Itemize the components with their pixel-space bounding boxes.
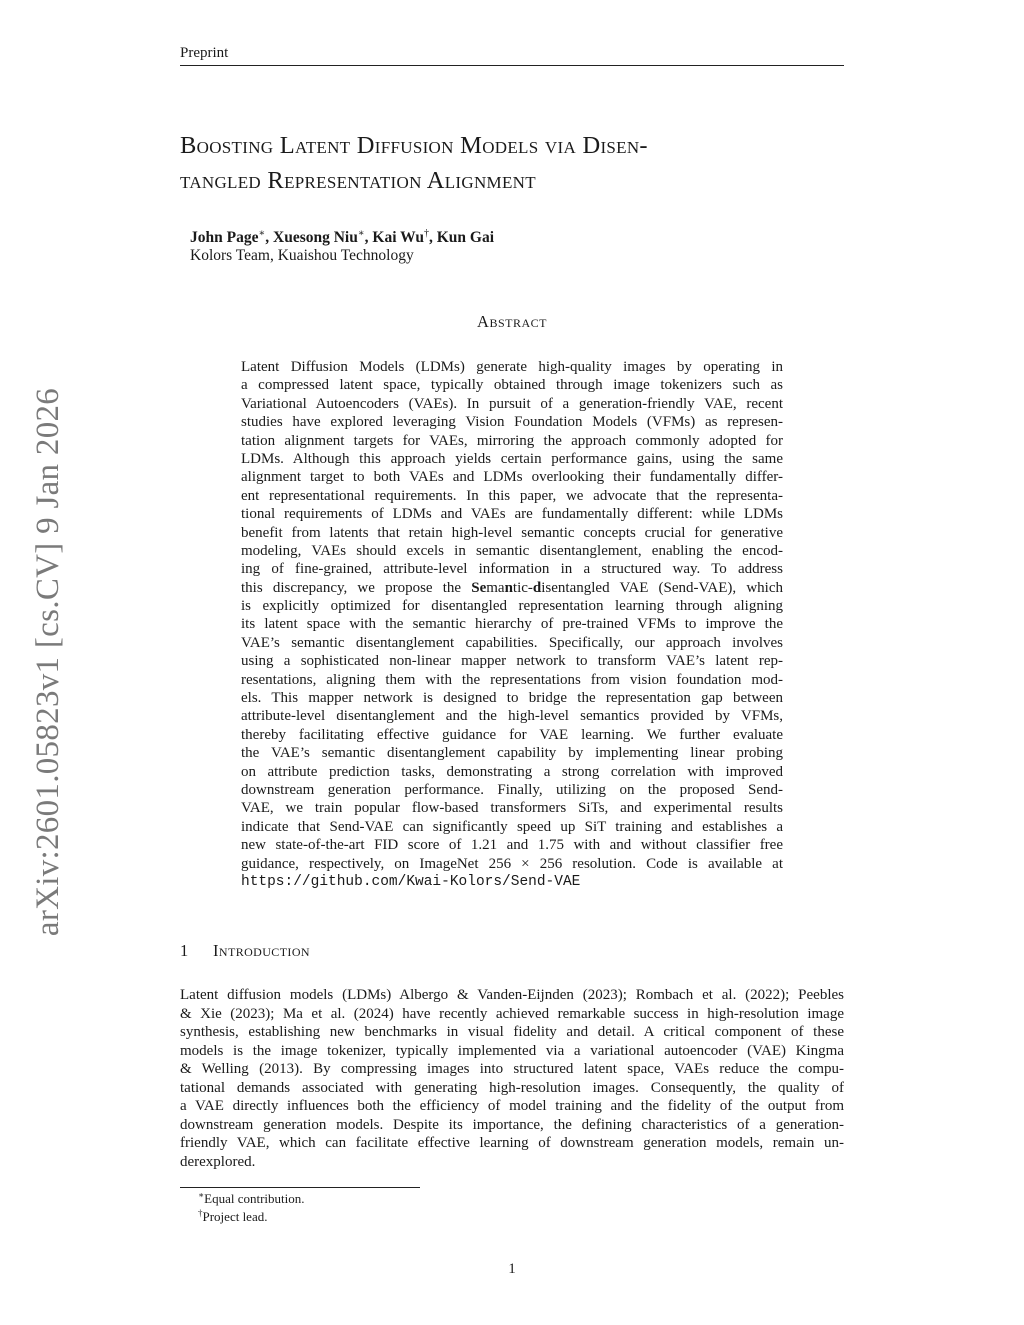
intro-line: & Xie (2023); Ma et al. (2024) have recently achieved remarkable success in high-resolution image bbox=[180, 1005, 844, 1022]
header-rule bbox=[180, 65, 844, 66]
footnotes bbox=[198, 1190, 798, 1226]
abstract-line: ing of fine-grained, attribute-level information in a structured way. To address bbox=[241, 561, 783, 578]
intro-line: friendly VAE, which can facilitate effective learning of downstream generation models, remain un- bbox=[180, 1135, 844, 1151]
abstract-line: benefit from latents that retain high-level semantic concepts crucial for generative bbox=[241, 524, 783, 541]
intro-line: Latent diffusion models (LDMs) Albergo & Vanden-Eijnden (2023); Rombach et al. (2022); Peebles bbox=[180, 987, 844, 1003]
title-line: Boosting Latent Diffusion Models via Disen- bbox=[180, 132, 648, 159]
code-url-link[interactable]: https://github.com/Kwai-Kolors/Send-VAE bbox=[241, 873, 581, 890]
abstract-line: is explicitly optimized for disentangled representation learning through aligning bbox=[241, 598, 783, 615]
author-mark: † bbox=[423, 228, 429, 239]
author-mark: ∗ bbox=[357, 228, 365, 239]
page-number: 1 bbox=[508, 1261, 516, 1277]
abstract-line: thereby facilitating effective guidance for VAE learning. We further evaluate bbox=[241, 726, 783, 743]
abstract-line: resentations, aligning them with the representations from vision foundation mod- bbox=[241, 671, 783, 688]
affiliation: Kolors Team, Kuaishou Technology bbox=[190, 247, 414, 264]
intro-line: derexplored. bbox=[180, 1153, 256, 1170]
footnote-text: Project lead. bbox=[202, 1209, 268, 1224]
footnote-mark: ∗ bbox=[198, 1190, 205, 1200]
abstract-line: els. This mapper network is designed to bridge the representation gap between bbox=[241, 690, 783, 707]
footnote-rule bbox=[180, 1187, 420, 1188]
abstract-line: the VAE’s semantic disentanglement capability by implementing linear probing bbox=[241, 745, 783, 762]
intro-line: tational demands associated with generating high-resolution images. Consequently, the quality of bbox=[180, 1079, 844, 1096]
arxiv-identifier-text: arXiv:2601.05823v1 [cs.CV] 9 Jan 2026 bbox=[30, 387, 66, 937]
author-name: Xuesong Niu bbox=[273, 229, 358, 246]
intro-line: models is the image tokenizer, typically implemented via a variational autoencoder (VAE) Kingma bbox=[180, 1042, 844, 1059]
abstract-line: downstream generation performance. Finally, utilizing on the proposed Send- bbox=[241, 781, 783, 798]
abstract-line: Latent Diffusion Models (LDMs) generate high-quality images by operating in bbox=[241, 359, 783, 375]
abstract-line: tation alignment targets for VAEs, mirroring the approach commonly adopted for bbox=[241, 432, 783, 449]
abstract-line: ent representational requirements. In this paper, we advocate that the representa- bbox=[241, 487, 783, 504]
abstract-line: modeling, VAEs should excels in semantic disentanglement, enabling the encod- bbox=[241, 542, 783, 559]
section-heading-introduction bbox=[180, 941, 844, 961]
abstract-line: new state-of-the-art FID score of 1.21 and 1.75 with and without classifier free bbox=[241, 837, 783, 854]
abstract-line: attribute-level disentanglement and the high-level semantics provided by VFMs, bbox=[241, 708, 783, 725]
author-name: John Page bbox=[190, 229, 259, 246]
abstract-line: alignment target to both VAEs and LDMs overlooking their fundamentally differ- bbox=[241, 469, 783, 486]
author-mark: ∗ bbox=[258, 228, 266, 239]
intro-line: downstream generation models. Despite its importance, the defining characteristics of a generation- bbox=[180, 1116, 844, 1133]
footnote-text: Equal contribution. bbox=[204, 1191, 305, 1206]
abstract-line: guidance, respectively, on ImageNet 256 × 256 resolution. Code is available at bbox=[241, 855, 783, 872]
intro-line: synthesis, establishing new benchmarks in visual fidelity and detail. A critical component of these bbox=[180, 1024, 844, 1040]
footnote-mark: † bbox=[198, 1208, 203, 1218]
abstract-line: using a sophisticated non-linear mapper network to transform VAE’s latent rep- bbox=[241, 653, 783, 670]
footnote-project-lead bbox=[198, 1208, 798, 1226]
abstract-line: VAE, we train popular flow-based transformers SiTs, and experimental results bbox=[241, 800, 783, 817]
paper-title bbox=[180, 128, 844, 198]
footnote-equal-contribution bbox=[198, 1190, 798, 1208]
author-separator: , bbox=[265, 229, 274, 246]
abstract-line: studies have explored leveraging Vision Foundation Models (VFMs) as represen- bbox=[241, 414, 783, 431]
abstract-line: VAE’s semantic disentanglement capabilities. Specifically, our approach involves bbox=[241, 634, 783, 651]
author-list bbox=[190, 228, 790, 247]
author-name: Kun Gai bbox=[436, 229, 495, 246]
author-separator: , bbox=[364, 229, 373, 246]
abstract-line: its latent space with the semantic hierarchy of pre-trained VFMs to improve the bbox=[241, 616, 783, 633]
abstract-line-send-vae: this discrepancy, we propose the Semantic-disentangled VAE (Send-VAE), which bbox=[241, 579, 783, 596]
running-head: Preprint bbox=[180, 45, 229, 61]
abstract-heading: Abstract bbox=[477, 312, 547, 331]
title-line: tangled Representation Alignment bbox=[180, 167, 536, 194]
abstract-line: LDMs. Although this approach yields certain performance gains, using the same bbox=[241, 450, 783, 467]
abstract-line: a compressed latent space, typically obtained through image tokenizers such as bbox=[241, 377, 783, 394]
introduction-body bbox=[180, 986, 844, 1171]
abstract-line: on attribute prediction tasks, demonstrating a strong correlation with improved bbox=[241, 763, 783, 780]
intro-line: a VAE directly influences both the efficiency of model training and the fidelity of the output from bbox=[180, 1098, 844, 1114]
section-number: 1 bbox=[180, 941, 189, 960]
author-separator: , bbox=[428, 229, 437, 246]
abstract-line: tional requirements of LDMs and VAEs are fundamentally different: while LDMs bbox=[241, 506, 783, 523]
abstract-line: indicate that Send-VAE can significantly speed up SiT training and establishes a bbox=[241, 818, 783, 835]
abstract-body bbox=[241, 358, 783, 891]
intro-line: & Welling (2013). By compressing images into structured latent space, VAEs reduce the compu- bbox=[180, 1061, 844, 1077]
section-title: Introduction bbox=[213, 941, 310, 960]
author-name: Kai Wu bbox=[372, 229, 424, 246]
abstract-line: Variational Autoencoders (VAEs). In pursuit of a generation-friendly VAE, recent bbox=[241, 395, 783, 412]
